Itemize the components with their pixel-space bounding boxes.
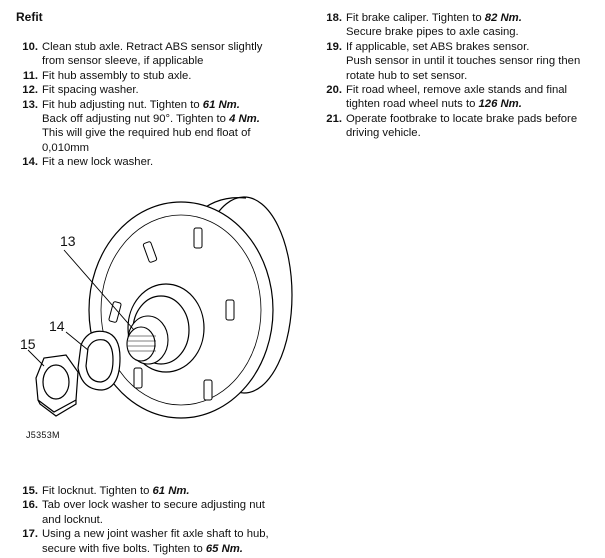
step-text: Fit a new lock washer.: [42, 156, 154, 169]
step-12: [16, 83, 139, 97]
step-text: Clean stub axle. Retract ABS sensor slightly: [42, 41, 263, 53]
step-text: driving vehicle.: [346, 127, 421, 140]
step-text: from sensor sleeve, if applicable: [42, 55, 204, 68]
step-number: 16.: [22, 499, 38, 512]
step-text: and locknut.: [42, 513, 103, 526]
step-text: Fit locknut. Tighten to: [42, 485, 153, 497]
step-text: Back off adjusting nut 90°. Tighten to: [42, 113, 230, 125]
torque-value: 82 Nm.: [484, 12, 522, 24]
locknut-bore: [43, 365, 69, 399]
step-17: [16, 527, 269, 556]
step-number: 17.: [22, 528, 38, 541]
step-number: 15.: [22, 485, 38, 497]
callout-14: 14: [49, 318, 65, 334]
step-number: 14.: [22, 156, 38, 169]
step-16: [16, 498, 265, 527]
step-15: [16, 484, 190, 498]
step-number: 12.: [22, 84, 38, 97]
step-text: 0,010mm: [42, 141, 90, 154]
step-number: 10.: [22, 41, 38, 53]
callout-15: 15: [20, 336, 36, 352]
wheel-stud: [226, 300, 234, 320]
step-text: Fit road wheel, remove axle stands and final: [346, 84, 568, 96]
step-text: tighten road wheel nuts to: [346, 98, 479, 111]
step-text: Tab over lock washer to secure adjusting nut: [42, 499, 265, 512]
step-19: [320, 40, 580, 83]
callout-13: 13: [60, 233, 76, 249]
step-text: Secure brake pipes to axle casing.: [346, 26, 519, 39]
torque-value: 4 Nm.: [229, 113, 260, 125]
step-18: [320, 11, 522, 40]
step-10: [16, 40, 262, 69]
step-11: [16, 69, 191, 83]
step-number: 11.: [22, 69, 38, 82]
step-number: 18.: [326, 12, 342, 24]
step-text: Fit brake caliper. Tighten to: [346, 12, 485, 24]
step-text: rotate hub to set sensor.: [346, 69, 468, 82]
step-number: 13.: [22, 98, 38, 111]
figure-code: J5353M: [26, 430, 60, 440]
step-14: [16, 155, 153, 169]
torque-value: 65 Nm.: [205, 542, 243, 555]
step-text: Fit spacing washer.: [42, 84, 139, 97]
step-13: [16, 98, 260, 156]
step-text: This will give the required hub end float of: [42, 127, 251, 140]
step-20: [320, 83, 567, 112]
torque-value: 61 Nm.: [202, 98, 240, 111]
torque-value: 61 Nm.: [152, 485, 190, 497]
step-text: Push sensor in until it touches sensor ring then: [346, 55, 581, 68]
step-text: Using a new joint washer fit axle shaft to hub,: [42, 528, 269, 541]
step-number: 19.: [326, 40, 342, 53]
torque-value: 126 Nm.: [478, 98, 522, 111]
step-text: If applicable, set ABS brakes sensor.: [346, 40, 530, 53]
leader-15: [28, 350, 44, 366]
step-text: Operate footbrake to locate brake pads before: [346, 112, 578, 125]
wheel-stud: [204, 380, 212, 400]
lock-washer-hole: [86, 340, 113, 382]
step-text: Fit hub assembly to stub axle.: [42, 69, 192, 82]
step-number: 20.: [326, 84, 342, 96]
section-heading: Refit: [16, 10, 43, 24]
step-text: Fit hub adjusting nut. Tighten to: [42, 98, 203, 111]
wheel-stud: [134, 368, 142, 388]
wheel-stud: [194, 228, 202, 248]
step-text: secure with five bolts. Tighten to: [42, 542, 206, 555]
splined-shaft: [127, 327, 155, 361]
hub-assembly-illustration: [16, 190, 306, 440]
step-number: 21.: [326, 112, 342, 125]
step-21: [320, 112, 577, 141]
